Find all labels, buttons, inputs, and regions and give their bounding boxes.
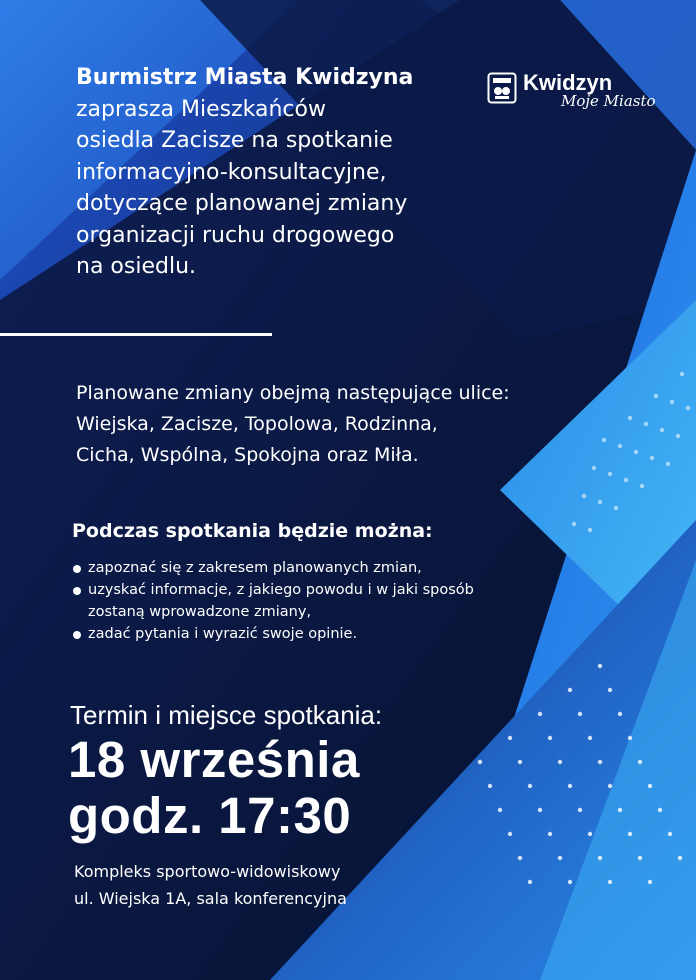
streets-line: Planowane zmiany obejmą następujące ulice: xyxy=(76,382,510,404)
streets-line: Wiejska, Zacisze, Topolowa, Rodzinna, xyxy=(76,413,438,435)
meeting-time: godz. 17:30 xyxy=(68,787,352,844)
list-item-text: uzyskać informacje, z jakiego powodu i w jaki sposób zostaną wprowadzone zmiany, xyxy=(88,582,474,620)
list-item xyxy=(72,557,532,579)
invitation-line: organizacji ruchu drogowego xyxy=(76,222,395,248)
list-item-text: zadać pytania i wyrazić swoje opinie. xyxy=(88,626,358,642)
meeting-date: 18 września xyxy=(68,731,360,788)
meeting-venue xyxy=(74,858,347,912)
meeting-label: Termin i miejsce spotkania: xyxy=(70,700,383,730)
logo-city-name: Kwidzyn xyxy=(523,70,613,95)
list-item xyxy=(72,579,532,623)
list-item-text: zapoznać się z zakresem planowanych zmian, xyxy=(88,560,422,576)
streets-line: Cicha, Wspólna, Spokojna oraz Miła. xyxy=(76,444,419,466)
section-divider xyxy=(0,333,272,336)
invitation-line: dotyczące planowanej zmiany xyxy=(76,191,408,216)
logo-tagline: Moje Miasto xyxy=(561,92,656,110)
invitation-line: zaprasza Mieszkańców xyxy=(76,96,326,122)
invitation-sender: Burmistrz Miasta Kwidzyna xyxy=(76,65,414,90)
during-meeting-list xyxy=(72,557,532,645)
bullet-icon xyxy=(73,631,81,639)
streets-section xyxy=(76,378,596,471)
bullet-icon xyxy=(73,565,81,573)
city-logo xyxy=(487,70,667,120)
during-meeting-heading: Podczas spotkania będzie można: xyxy=(72,520,433,542)
venue-address: ul. Wiejska 1A, sala konferencyjna xyxy=(74,889,347,908)
bullet-icon xyxy=(73,587,81,595)
invitation-line: na osiedlu. xyxy=(76,254,197,279)
invitation-text xyxy=(76,62,496,283)
invitation-line: osiedla Zacisze na spotkanie xyxy=(76,128,393,153)
invitation-line: informacyjno-konsultacyjne, xyxy=(76,159,387,185)
venue-name: Kompleks sportowo-widowiskowy xyxy=(74,862,341,881)
list-item xyxy=(72,623,532,645)
